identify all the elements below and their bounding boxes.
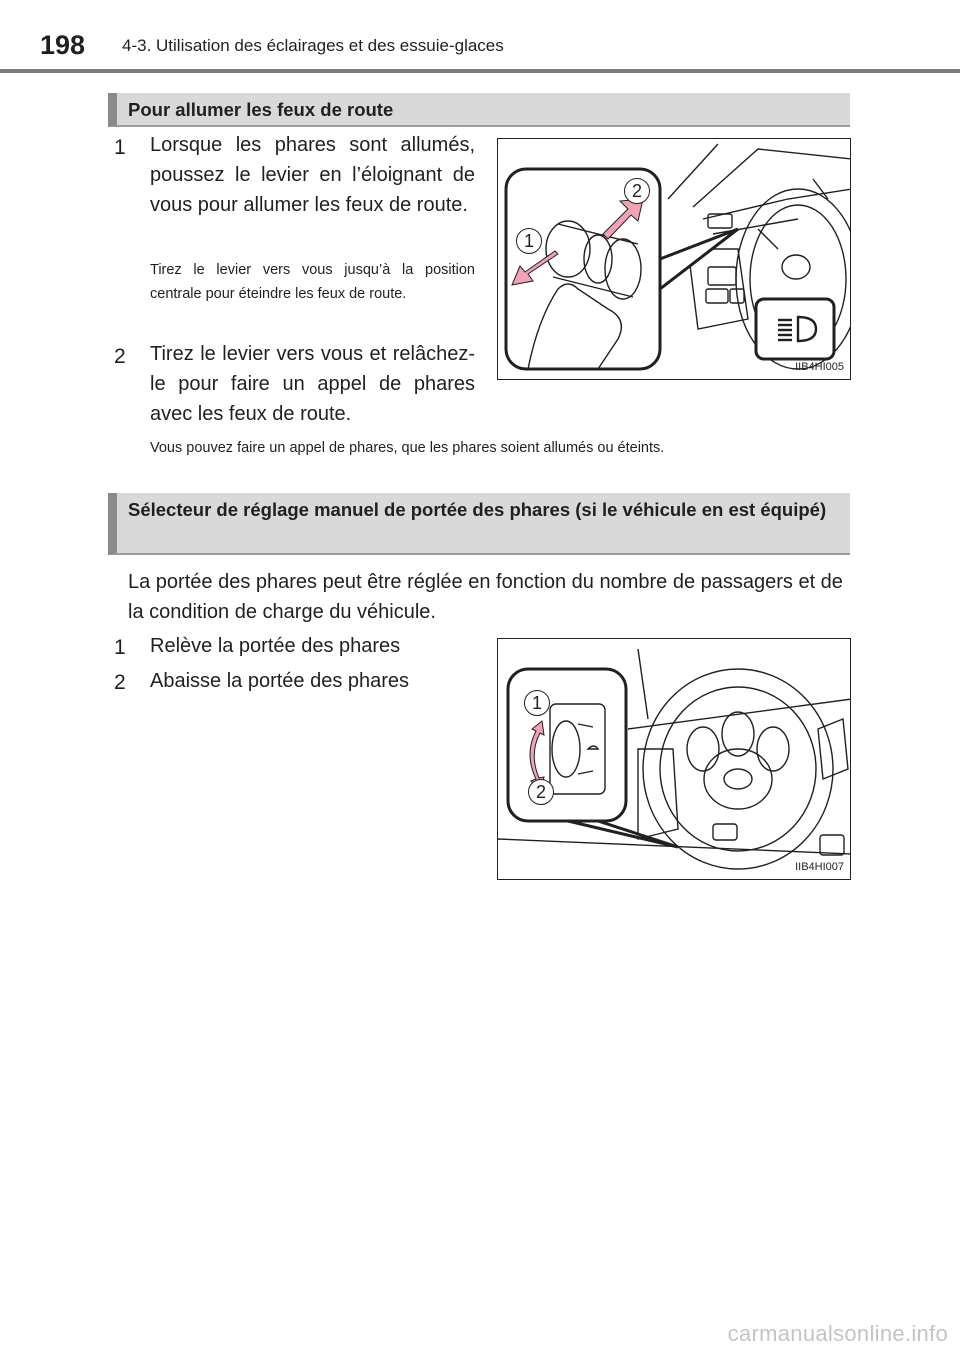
callout-1: 1 xyxy=(516,228,542,254)
page-number: 198 xyxy=(40,30,86,60)
item-number-2: 2 xyxy=(114,671,126,694)
item-number-1: 1 xyxy=(114,636,126,659)
figure-code: IIB4HI005 xyxy=(795,361,844,373)
item-text-1: Relève la portée des phares xyxy=(150,635,401,657)
header-rule xyxy=(0,69,960,73)
figure-headlight-leveling-dial xyxy=(497,638,851,880)
step-text-1: Lorsque les phares sont allumés, poussez le levier en l’éloignant de vous pour allumer les feux de route. xyxy=(150,134,475,216)
section2-intro: La portée des phares peut être réglée en fonction du nombre de passagers et de la condition de charge du véhicule. xyxy=(128,571,843,623)
figure-code: IIB4HI007 xyxy=(795,861,844,873)
section-title: Sélecteur de réglage manuel de portée des phares (si le véhicule en est équipé) xyxy=(128,499,827,520)
dial-illustration xyxy=(498,639,851,880)
lever-illustration xyxy=(498,139,851,380)
watermark: carmanualsonline.info xyxy=(727,1321,948,1346)
step-number-1: 1 xyxy=(114,136,126,159)
step-text-2: Tirez le levier vers vous et relâchez-le pour faire un appel de phares avec les feux de route. xyxy=(150,343,475,425)
figure-high-beam-lever xyxy=(497,138,851,380)
section1-note: Vous pouvez faire un appel de phares, que les phares soient allumés ou éteints. xyxy=(150,440,665,456)
callout-2: 2 xyxy=(624,178,650,204)
section-header-high-beam xyxy=(108,93,850,127)
callout-2: 2 xyxy=(528,779,554,805)
section-title: Pour allumer les feux de route xyxy=(128,99,394,120)
step-note-1: Tirez le levier vers vous jusqu’à la position centrale pour éteindre les feux de route. xyxy=(150,262,475,302)
running-title: 4-3. Utilisation des éclairages et des essuie-glaces xyxy=(122,36,504,55)
callout-1: 1 xyxy=(524,690,550,716)
step-number-2: 2 xyxy=(114,345,126,368)
section-header-leveling xyxy=(108,493,850,555)
item-text-2: Abaisse la portée des phares xyxy=(150,670,410,692)
